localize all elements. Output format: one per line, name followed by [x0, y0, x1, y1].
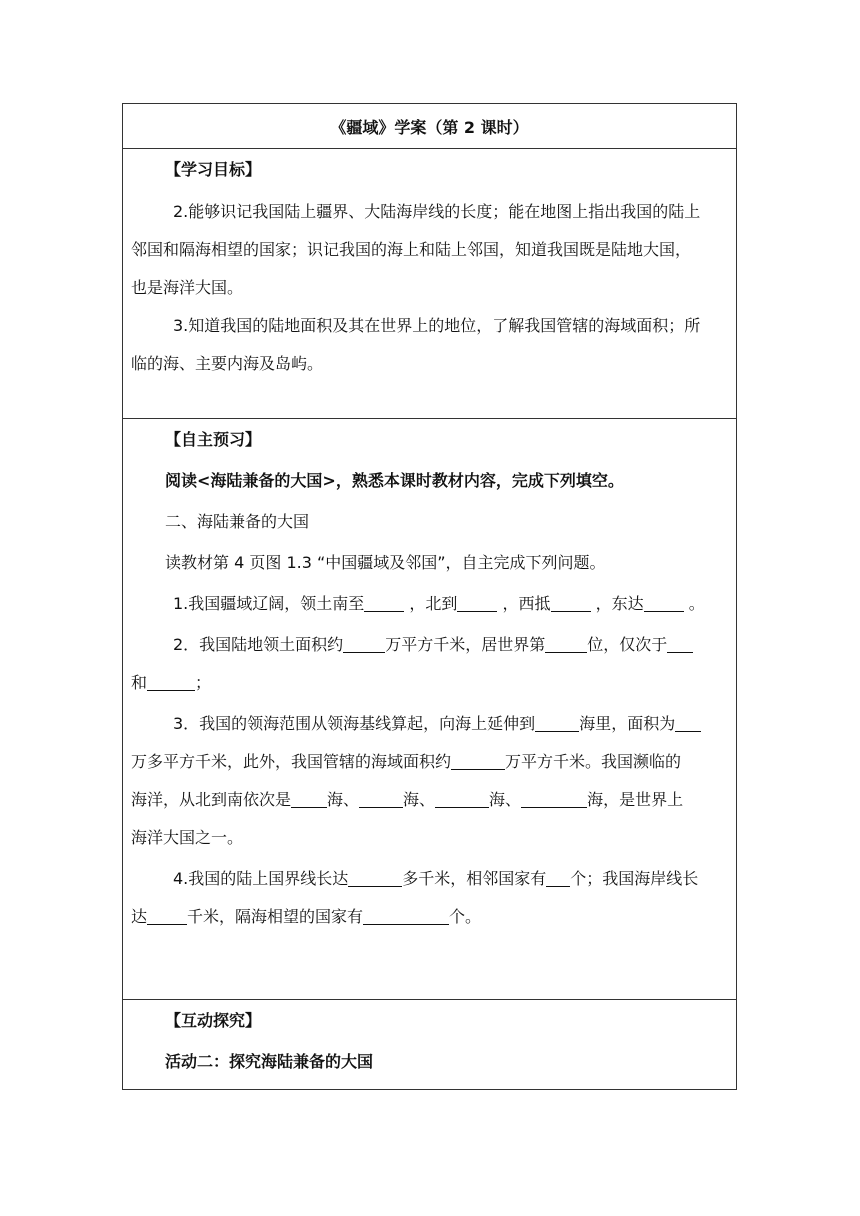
question-3-line-2: 万多平方千米，此外，我国管辖的海域面积约 万平方千米。我国濒临的	[131, 752, 682, 771]
blank-country-1[interactable]	[667, 651, 693, 653]
blank-sea-1[interactable]	[291, 806, 327, 808]
goal-2-line-3: 也是海洋大国。	[131, 278, 244, 297]
blank-territorial-area[interactable]	[675, 730, 701, 732]
blank-land-area[interactable]	[343, 651, 385, 653]
reading-instruction: 读教材第 4 页图 1.3 “中国疆域及邻国”，自主完成下列问题。	[165, 553, 606, 572]
blank-north[interactable]	[457, 610, 497, 612]
blank-south[interactable]	[364, 610, 404, 612]
preview-section	[122, 419, 737, 1000]
blank-sea-3[interactable]	[435, 806, 489, 808]
goal-2-line-2: 邻国和隔海相望的国家；识记我国的海上和陆上邻国，知道我国既是陆地大国，	[131, 240, 692, 259]
blank-nautical-miles[interactable]	[535, 730, 579, 732]
goal-3-line-1: 3.知道我国的陆地面积及其在世界上的地位，了解我国管辖的海域面积；所	[173, 316, 701, 335]
question-1: 1.我国疆域辽阔，领土南至 ，北到 ，西抵 ，东达 。	[173, 594, 705, 613]
goals-section	[122, 149, 737, 419]
question-3-line-4: 海洋大国之一。	[131, 828, 244, 847]
goals-heading: 【学习目标】	[165, 160, 262, 179]
explore-heading: 【互动探究】	[165, 1011, 262, 1030]
preview-instruction: 阅读<海陆兼备的大国>，熟悉本课时教材内容，完成下列填空。	[165, 471, 624, 490]
blank-overseas-count[interactable]	[363, 923, 449, 925]
title-row	[122, 103, 737, 149]
section-heading: 二、海陆兼备的大国	[165, 512, 310, 531]
question-4-line-2: 达 千米，隔海相望的国家有 个。	[131, 907, 482, 926]
blank-sea-area[interactable]	[451, 768, 505, 770]
blank-border-length[interactable]	[348, 885, 402, 887]
preview-heading: 【自主预习】	[165, 430, 262, 449]
question-3-line-3: 海洋，从北到南依次是 海、 海、 海、 海，是世界上	[131, 790, 684, 809]
blank-rank[interactable]	[545, 651, 587, 653]
blank-east[interactable]	[644, 610, 684, 612]
question-2-line-1: 2．我国陆地领土面积约 万平方千米，居世界第 位，仅次于	[131, 632, 728, 655]
blank-sea-4[interactable]	[521, 806, 587, 808]
question-4-line-1: 4.我国的陆上国界线长达 多千米，相邻国家有 个；我国海岸线长	[173, 869, 699, 888]
blank-west[interactable]	[551, 610, 591, 612]
page-title: 《疆域》学案（第 2 课时）	[330, 117, 529, 137]
blank-neighbor-count[interactable]	[546, 885, 570, 887]
goal-3-line-2: 临的海、主要内海及岛屿。	[131, 354, 324, 373]
blank-country-2[interactable]	[147, 689, 195, 691]
activity-heading: 活动二：探究海陆兼备的大国	[165, 1052, 374, 1071]
explore-section	[122, 1000, 737, 1090]
blank-sea-2[interactable]	[359, 806, 403, 808]
blank-coastline[interactable]	[147, 923, 187, 925]
worksheet-table	[122, 103, 737, 1090]
question-3-line-1: 3．我国的领海范围从领海基线算起，向海上延伸到 海里，面积为	[131, 711, 728, 734]
question-2-line-2: 和 ；	[131, 673, 212, 692]
goal-2-line-1: 2.能够识记我国陆上疆界、大陆海岸线的长度；能在地图上指出我国的陆上	[173, 202, 701, 221]
